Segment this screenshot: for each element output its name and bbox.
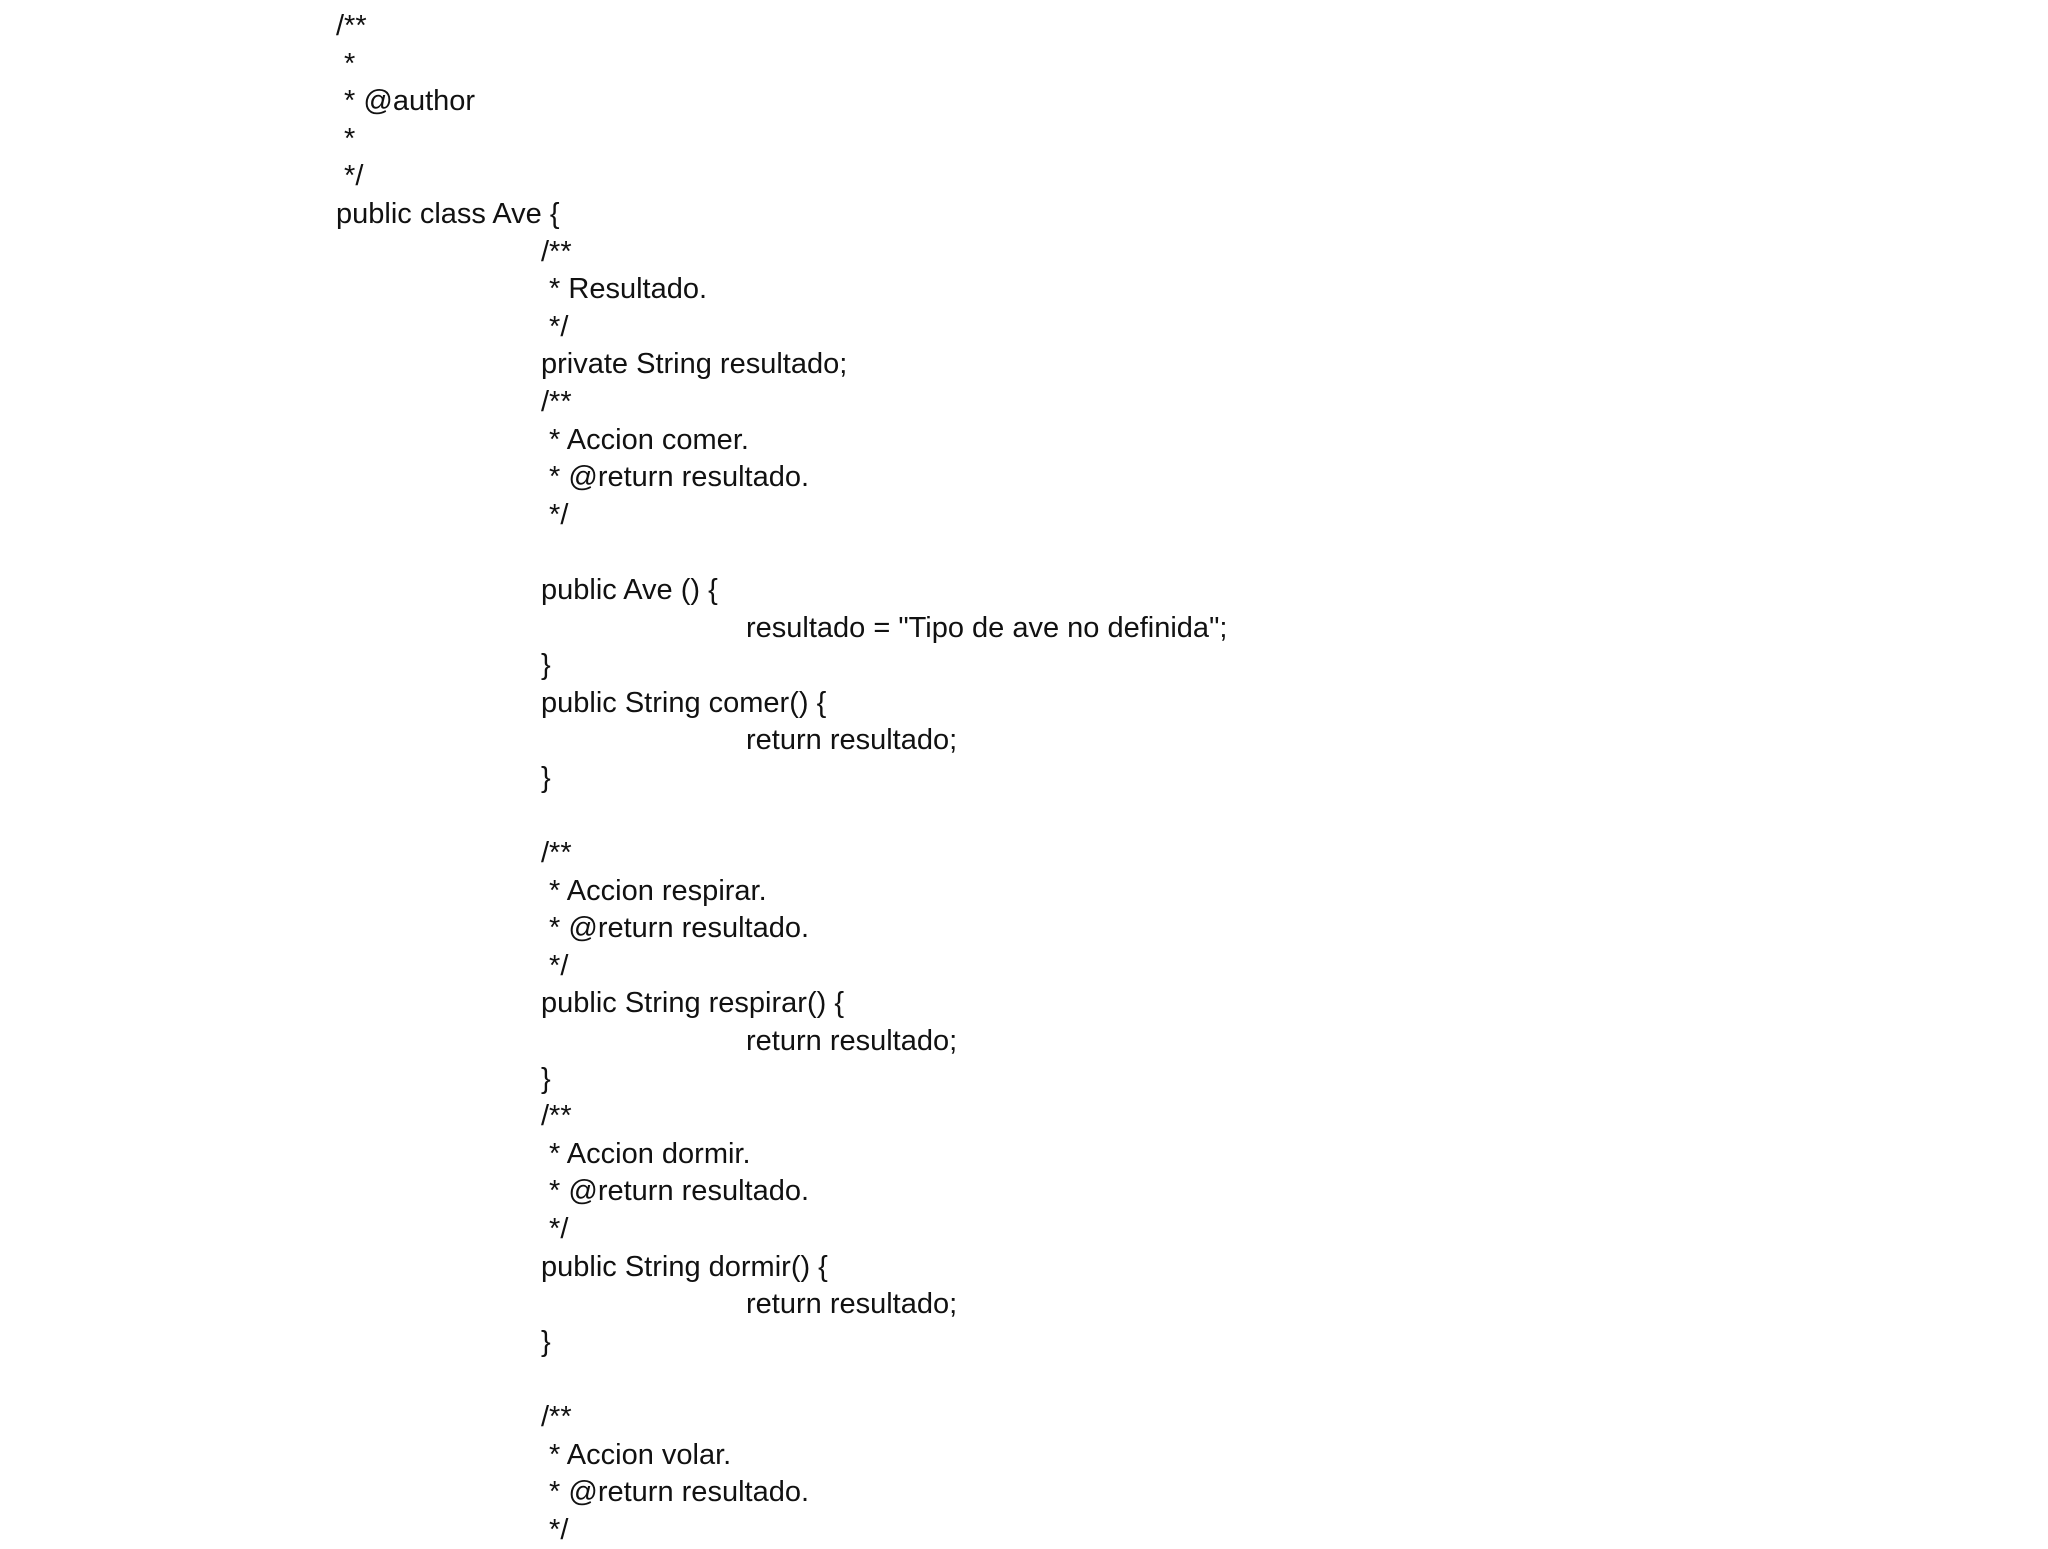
code-line: * Accion dormir.	[541, 1137, 751, 1170]
code-line: * @return resultado.	[541, 461, 810, 494]
code-line: *	[336, 47, 356, 80]
code-line: */	[336, 160, 364, 193]
code-line	[336, 1361, 1227, 1399]
code-line: * Accion volar.	[541, 1438, 732, 1471]
code-listing	[336, 8, 1227, 1549]
code-line: */	[541, 310, 569, 343]
code-line: */	[541, 498, 569, 531]
code-line: * @author	[336, 85, 476, 118]
code-line: * @return resultado.	[541, 912, 810, 945]
code-line: */	[541, 1213, 569, 1245]
code-line: */	[541, 1513, 569, 1546]
code-line: *	[336, 122, 356, 155]
code-line: public String dormir() {	[541, 1250, 828, 1283]
code-line: * @return resultado.	[541, 1175, 810, 1208]
code-line: public String comer() {	[541, 686, 827, 719]
code-line: * Accion respirar.	[541, 874, 767, 907]
code-line: public class Ave {	[336, 197, 560, 230]
code-line: }	[541, 649, 551, 682]
code-line: }	[541, 761, 551, 794]
code-line: public String respirar() {	[541, 987, 844, 1020]
code-line: /**	[541, 1400, 572, 1433]
code-line: resultado = "Tipo de ave no definida";	[746, 611, 1228, 644]
code-line: return resultado;	[746, 1288, 958, 1321]
code-line: private String resultado;	[541, 348, 848, 381]
code-line	[336, 534, 1227, 572]
code-line: }	[541, 1062, 551, 1095]
code-line: }	[541, 1325, 551, 1358]
code-line: return resultado;	[746, 1025, 958, 1058]
code-line: * Accion comer.	[541, 423, 749, 456]
code-line: /**	[541, 385, 572, 418]
code-line: * @return resultado.	[541, 1476, 810, 1509]
code-line: */	[541, 949, 569, 982]
code-line: * Resultado.	[541, 273, 708, 306]
code-line: public Ave () {	[541, 573, 718, 606]
code-line: /**	[541, 837, 572, 870]
code-line: /**	[336, 10, 367, 42]
code-line: return resultado;	[746, 724, 958, 757]
code-line	[336, 797, 1227, 835]
code-line: /**	[541, 1100, 572, 1133]
code-line: /**	[541, 235, 572, 268]
